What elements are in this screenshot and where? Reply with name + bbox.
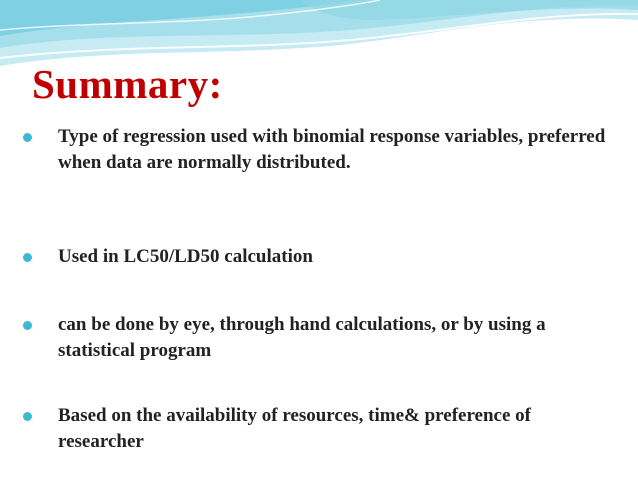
bullet-item: [22, 124, 612, 176]
bullet-circle-icon: [22, 312, 58, 330]
bullet-item: [22, 244, 612, 270]
bullet-circle-icon: [22, 124, 58, 142]
bullet-circle-icon: [22, 403, 58, 421]
bullet-item: [22, 403, 612, 455]
bullet-circle-icon: [22, 244, 58, 262]
slide-title: Summary:: [32, 61, 223, 107]
bullet-text: Type of regression used with binomial response variables, preferred when data are normally distributed.: [58, 126, 606, 173]
bullet-item: [22, 312, 612, 364]
bullet-text: can be done by eye, through hand calculations, or by using a statistical program: [58, 314, 546, 361]
bullet-text: Used in LC50/LD50 calculation: [58, 246, 313, 267]
bullet-text: Based on the availability of resources, time& preference of researcher: [58, 405, 531, 452]
